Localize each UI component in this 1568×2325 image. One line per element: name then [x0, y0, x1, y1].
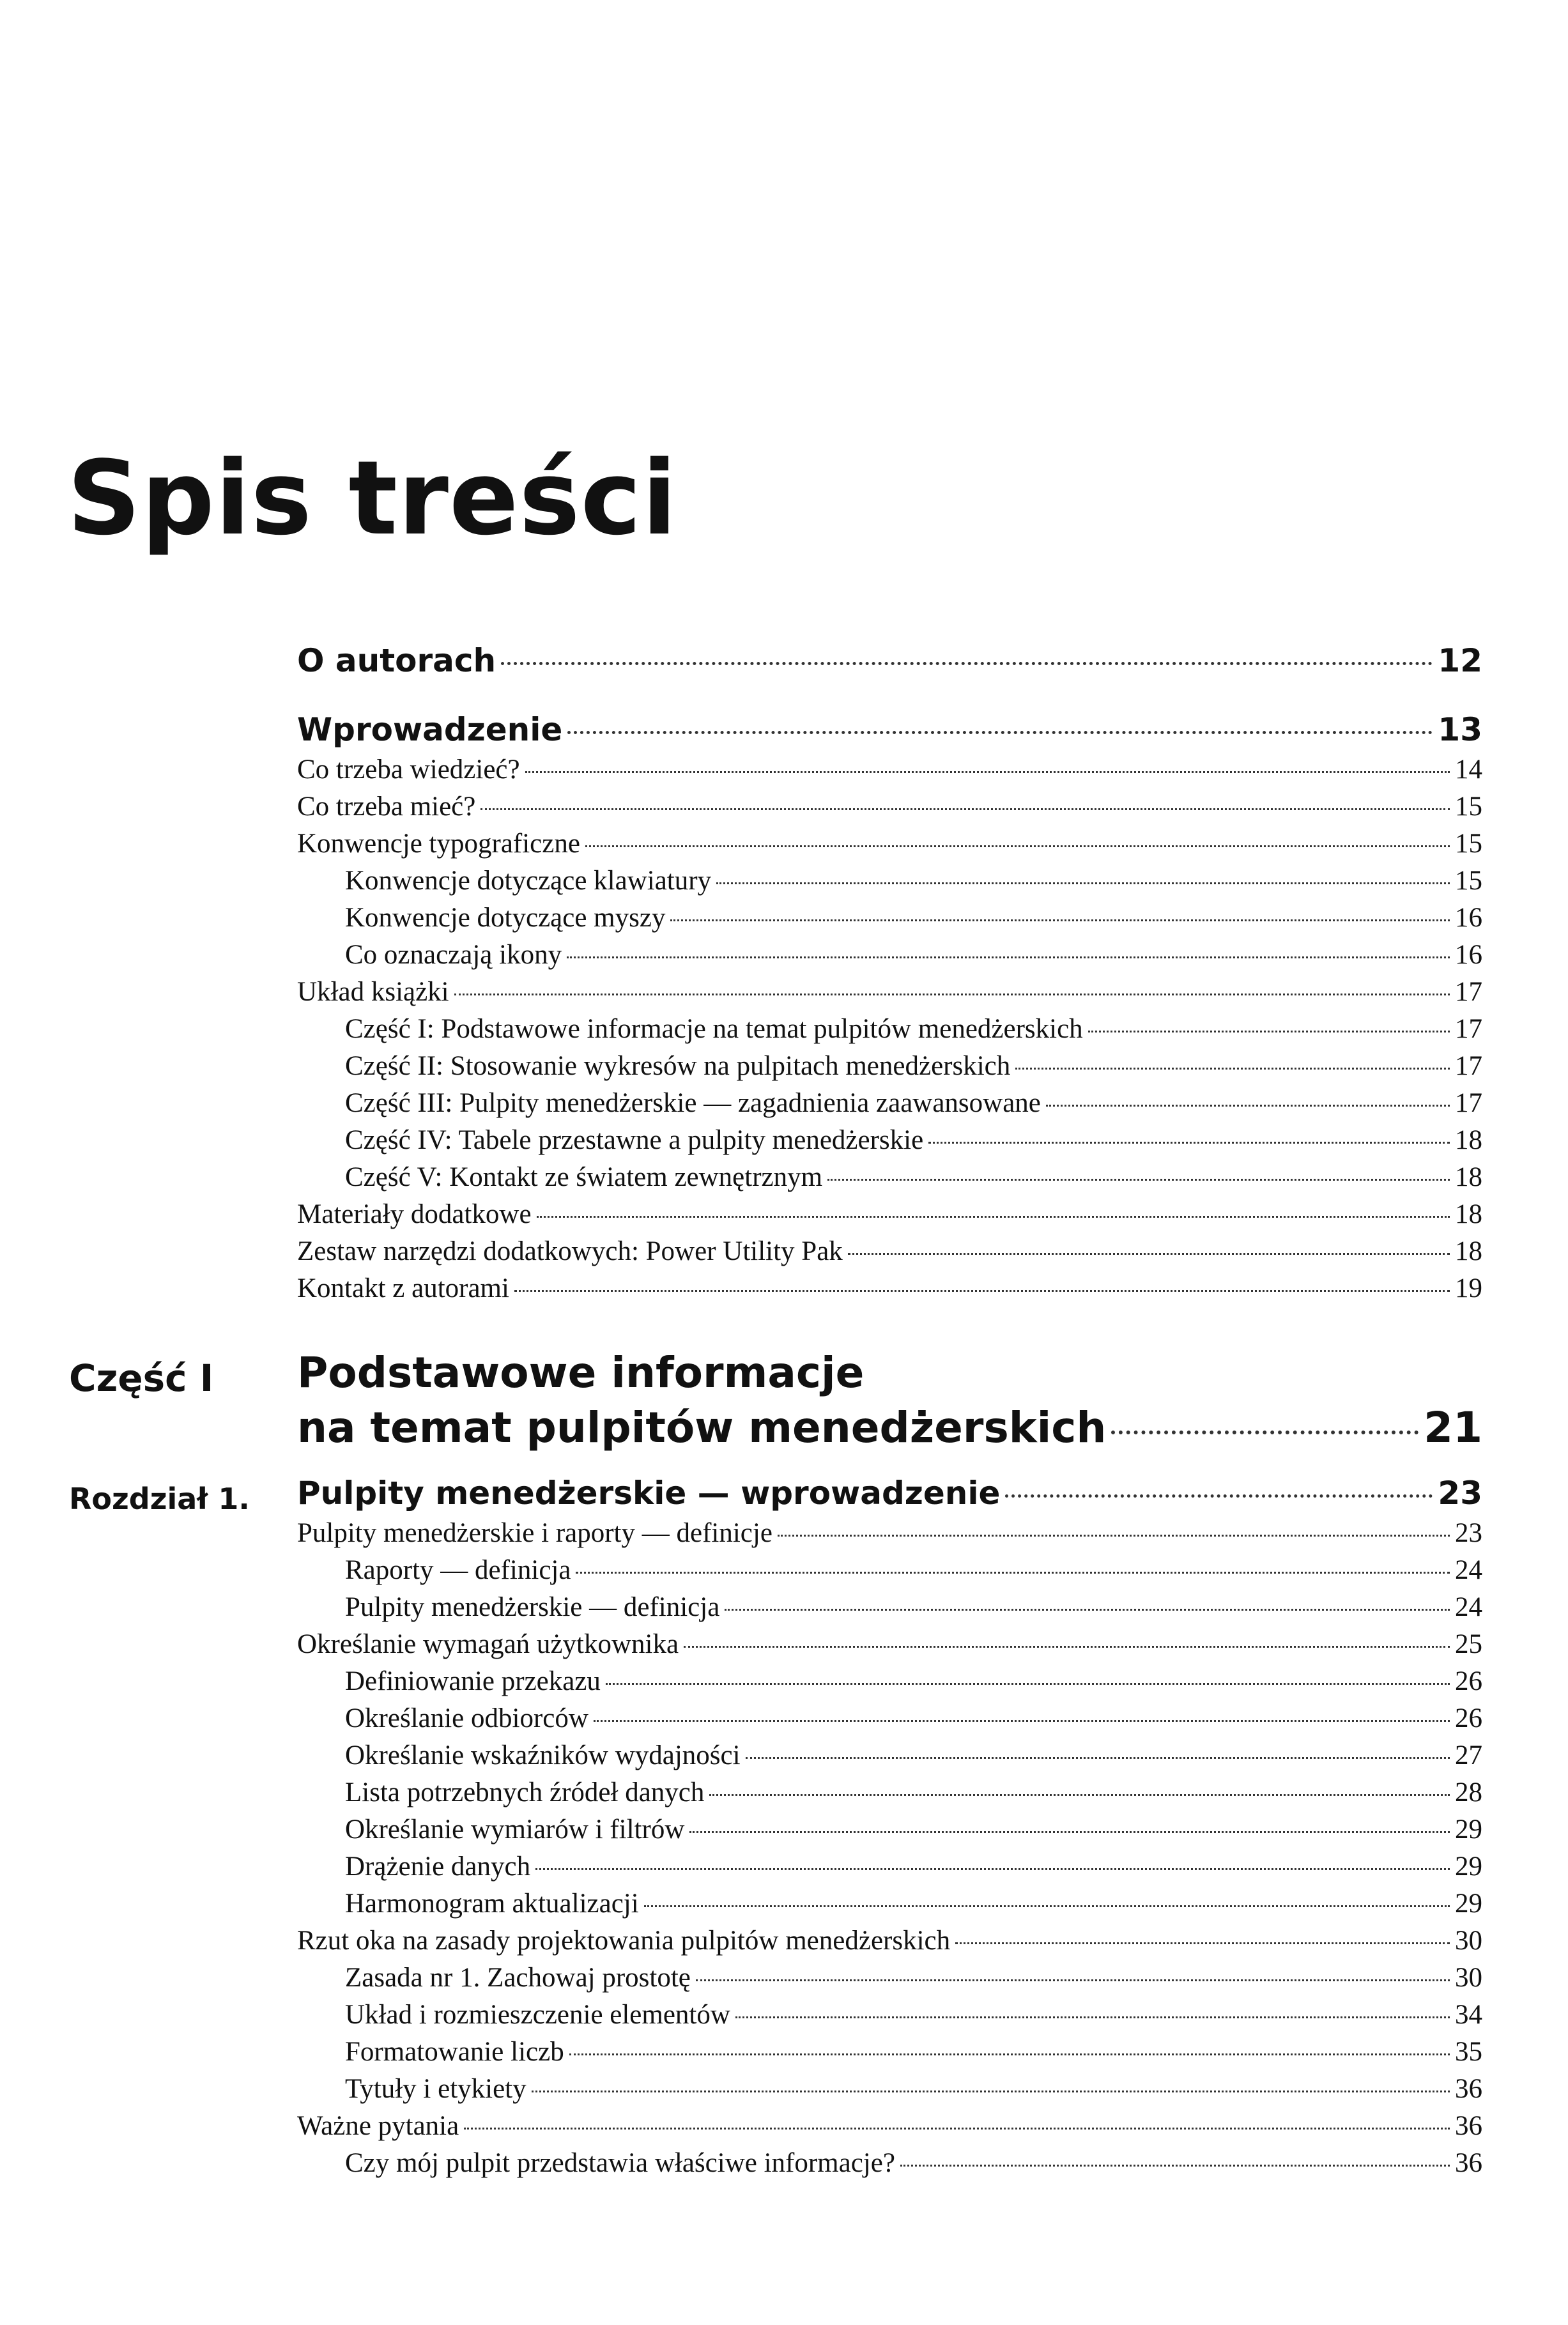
toc-entry: [297, 751, 1482, 788]
dot-leader: [537, 1216, 1450, 1218]
toc-entry-page: 23: [1455, 1518, 1482, 1548]
part-label: Część I: [69, 1356, 214, 1400]
dot-leader: [848, 1253, 1450, 1255]
toc-entry-page: 30: [1455, 1963, 1482, 1993]
toc-entry-page: 17: [1455, 1088, 1482, 1118]
toc-entry-label: Harmonogram aktualizacji: [345, 1889, 639, 1919]
toc-entry-label: Część IV: Tabele przestawne a pulpity menedżerskie: [345, 1125, 924, 1155]
toc-entry: [297, 1848, 1482, 1885]
toc-entry: [297, 639, 1482, 682]
dot-leader: [585, 845, 1450, 847]
toc-entry: [297, 1552, 1482, 1589]
toc-entry-page: 15: [1455, 829, 1482, 859]
toc-entry-label: Określanie wskaźników wydajności: [345, 1740, 741, 1770]
toc-entry-page: 19: [1455, 1273, 1482, 1303]
toc-entry: [297, 1700, 1482, 1737]
dot-leader: [606, 1683, 1450, 1685]
toc-entry-page: 13: [1438, 711, 1482, 748]
toc-entry-label: Co trzeba wiedzieć?: [297, 755, 520, 785]
toc-entry: [297, 825, 1482, 863]
dot-leader: [1088, 1031, 1450, 1032]
dot-leader: [644, 1905, 1450, 1907]
toc-entry: [297, 1196, 1482, 1233]
toc-entry: [297, 1774, 1482, 1811]
dot-leader: [594, 1720, 1450, 1722]
toc-entry: [297, 1960, 1482, 1997]
toc-entry: [297, 1663, 1482, 1700]
toc-entry-page: 36: [1455, 2074, 1482, 2104]
toc-entry-page: 16: [1455, 940, 1482, 970]
toc-entry-page: 36: [1455, 2111, 1482, 2141]
toc-entry: [297, 1159, 1482, 1196]
dot-leader: [778, 1535, 1450, 1537]
dot-leader: [709, 1794, 1450, 1796]
toc-entry-page: 15: [1455, 866, 1482, 896]
toc-entry-page: 36: [1455, 2148, 1482, 2178]
toc-entry-label: Rzut oka na zasady projektowania pulpitów menedżerskich: [297, 1926, 951, 1956]
toc-entry-label: Konwencje dotyczące klawiatury: [345, 866, 712, 896]
toc-entry-label: Materiały dodatkowe: [297, 1199, 532, 1229]
dot-leader: [464, 2128, 1450, 2129]
toc-entry-page: 27: [1455, 1740, 1482, 1770]
toc-entry-label: Ważne pytania: [297, 2111, 459, 2141]
toc-entry: [297, 1922, 1482, 1960]
toc-entry-label: Układ książki: [297, 977, 449, 1007]
dot-leader: [900, 2165, 1450, 2167]
toc-entry-page: 15: [1455, 792, 1482, 822]
dot-leader: [567, 956, 1450, 958]
dot-leader: [501, 662, 1433, 665]
toc-entry-page: 24: [1455, 1592, 1482, 1622]
dot-leader: [532, 2091, 1450, 2092]
toc-entry: [297, 2034, 1482, 2071]
toc-entry-label: Kontakt z autorami: [297, 1273, 509, 1303]
toc-entry-label: Drążenie danych: [345, 1852, 531, 1882]
toc-entry-page: 17: [1455, 1051, 1482, 1081]
toc-chapter: [297, 1471, 1482, 2182]
toc-entry-label: Pulpity menedżerskie i raporty — definicje: [297, 1518, 772, 1548]
toc-entry-label: Raporty — definicja: [345, 1555, 571, 1585]
dot-leader: [454, 994, 1450, 995]
dot-leader: [480, 808, 1450, 810]
toc-entry-page: 25: [1455, 1629, 1482, 1659]
dot-leader: [670, 919, 1450, 921]
dot-leader: [1111, 1431, 1418, 1434]
dot-leader: [1046, 1105, 1450, 1107]
toc-entry: [297, 1122, 1482, 1159]
dot-leader: [525, 771, 1450, 773]
toc-front-matter: [297, 639, 1482, 1307]
toc-entry-page: 21: [1424, 1403, 1482, 1452]
toc-entry: [297, 1233, 1482, 1270]
toc-entry: [297, 1048, 1482, 1085]
toc-entry-label: Definiowanie przekazu: [345, 1666, 601, 1696]
toc-entry: [297, 937, 1482, 974]
toc-entry-label: Określanie wymagań użytkownika: [297, 1629, 679, 1659]
dot-leader: [1005, 1494, 1433, 1498]
toc-entry-label: Określanie odbiorców: [345, 1703, 588, 1733]
toc-entry-label: Wprowadzenie: [297, 711, 563, 748]
dot-leader: [928, 1142, 1450, 1144]
toc-entry-label: Co trzeba mieć?: [297, 792, 476, 822]
toc-entry: [297, 1085, 1482, 1122]
toc-entry: [297, 863, 1482, 900]
dot-leader: [535, 1868, 1450, 1870]
toc-entry-page: 29: [1455, 1889, 1482, 1919]
toc-entry-label: Zasada nr 1. Zachowaj prostotę: [345, 1963, 691, 1993]
toc-entry-page: 26: [1455, 1666, 1482, 1696]
toc-entry: [297, 1737, 1482, 1774]
toc-entry-page: 18: [1455, 1199, 1482, 1229]
toc-entry-page: 30: [1455, 1926, 1482, 1956]
toc-entry-label: Tytuły i etykiety: [345, 2074, 527, 2104]
toc-entry-label: Lista potrzebnych źródeł danych: [345, 1777, 705, 1807]
dot-leader: [725, 1609, 1450, 1611]
toc-entry-page: 17: [1455, 1014, 1482, 1044]
toc-entry-page: 26: [1455, 1703, 1482, 1733]
toc-entry-label: Część I: Podstawowe informacje na temat pulpitów menedżerskich: [345, 1014, 1083, 1044]
toc-entry-page: 16: [1455, 903, 1482, 933]
toc-entry-page: 17: [1455, 977, 1482, 1007]
toc-entry-label: O autorach: [297, 642, 496, 679]
toc-entry-label: Układ i rozmieszczenie elementów: [345, 2000, 730, 2030]
dot-leader: [684, 1646, 1450, 1648]
chapter-title: Pulpity menedżerskie — wprowadzenie: [297, 1475, 1001, 1512]
toc-entry: [297, 1270, 1482, 1307]
toc-entry: [297, 2145, 1482, 2182]
dot-leader: [576, 1572, 1450, 1574]
page-title: Spis treści: [67, 438, 678, 558]
toc-entry-page: 29: [1455, 1852, 1482, 1882]
dot-leader: [735, 2016, 1450, 2018]
toc-entry-page: 28: [1455, 1777, 1482, 1807]
toc-entry-page: 12: [1438, 642, 1482, 679]
toc-entry: [297, 1589, 1482, 1626]
dot-leader: [827, 1179, 1450, 1181]
toc-entry-label: Konwencje typograficzne: [297, 829, 580, 859]
toc-entry-label: Część V: Kontakt ze światem zewnętrznym: [345, 1162, 823, 1192]
toc-entry-label: Część III: Pulpity menedżerskie — zagadnienia zaawansowane: [345, 1088, 1041, 1118]
part-title: [297, 1346, 1482, 1455]
dot-leader: [689, 1831, 1450, 1833]
toc-entry-page: 35: [1455, 2037, 1482, 2067]
toc-entry-page: 14: [1455, 755, 1482, 785]
toc-entry-page: 18: [1455, 1125, 1482, 1155]
chapter-label: Rozdział 1.: [69, 1482, 250, 1516]
dot-leader: [955, 1942, 1450, 1944]
toc-entry-page: 34: [1455, 2000, 1482, 2030]
toc-entry: [297, 2071, 1482, 2108]
toc-entry-label: Co oznaczają ikony: [345, 940, 562, 970]
toc-entry: [297, 1997, 1482, 2034]
toc-entry: [297, 1011, 1482, 1048]
toc-entry: [297, 788, 1482, 825]
toc-entry-label: Część II: Stosowanie wykresów na pulpitach menedżerskich: [345, 1051, 1011, 1081]
toc-entry-page: 18: [1455, 1236, 1482, 1266]
toc-entry: [297, 1885, 1482, 1922]
toc-entry-label: Czy mój pulpit przedstawia właściwe informacje?: [345, 2148, 895, 2178]
dot-leader: [567, 731, 1433, 734]
toc-entry: [297, 1626, 1482, 1663]
dot-leader: [514, 1290, 1450, 1292]
toc-entry-label: Zestaw narzędzi dodatkowych: Power Utility Pak: [297, 1236, 843, 1266]
dot-leader: [696, 1979, 1450, 1981]
toc-entry-label: Określanie wymiarów i filtrów: [345, 1815, 685, 1845]
toc-entry: [297, 1811, 1482, 1848]
part-title-line: Podstawowe informacje: [297, 1348, 865, 1397]
toc-entry: [297, 1515, 1482, 1552]
dot-leader: [716, 882, 1450, 884]
part-title-line: na temat pulpitów menedżerskich: [297, 1403, 1107, 1452]
toc-entry: [297, 2108, 1482, 2145]
toc-entry-label: Formatowanie liczb: [345, 2037, 564, 2067]
toc-entry-page: 23: [1438, 1475, 1482, 1512]
toc-entry: [297, 900, 1482, 937]
toc-entry-label: Konwencje dotyczące myszy: [345, 903, 666, 933]
dot-leader: [1015, 1068, 1450, 1070]
toc-entry-page: 24: [1455, 1555, 1482, 1585]
toc-entry: [297, 1400, 1482, 1455]
dot-leader: [746, 1757, 1450, 1759]
toc-entry: [297, 708, 1482, 751]
toc-entry: [297, 1471, 1482, 1515]
toc-entry-label: Pulpity menedżerskie — definicja: [345, 1592, 720, 1622]
dot-leader: [569, 2053, 1450, 2055]
toc-entry-page: 18: [1455, 1162, 1482, 1192]
toc-entry-page: 29: [1455, 1815, 1482, 1845]
toc-entry: [297, 974, 1482, 1011]
